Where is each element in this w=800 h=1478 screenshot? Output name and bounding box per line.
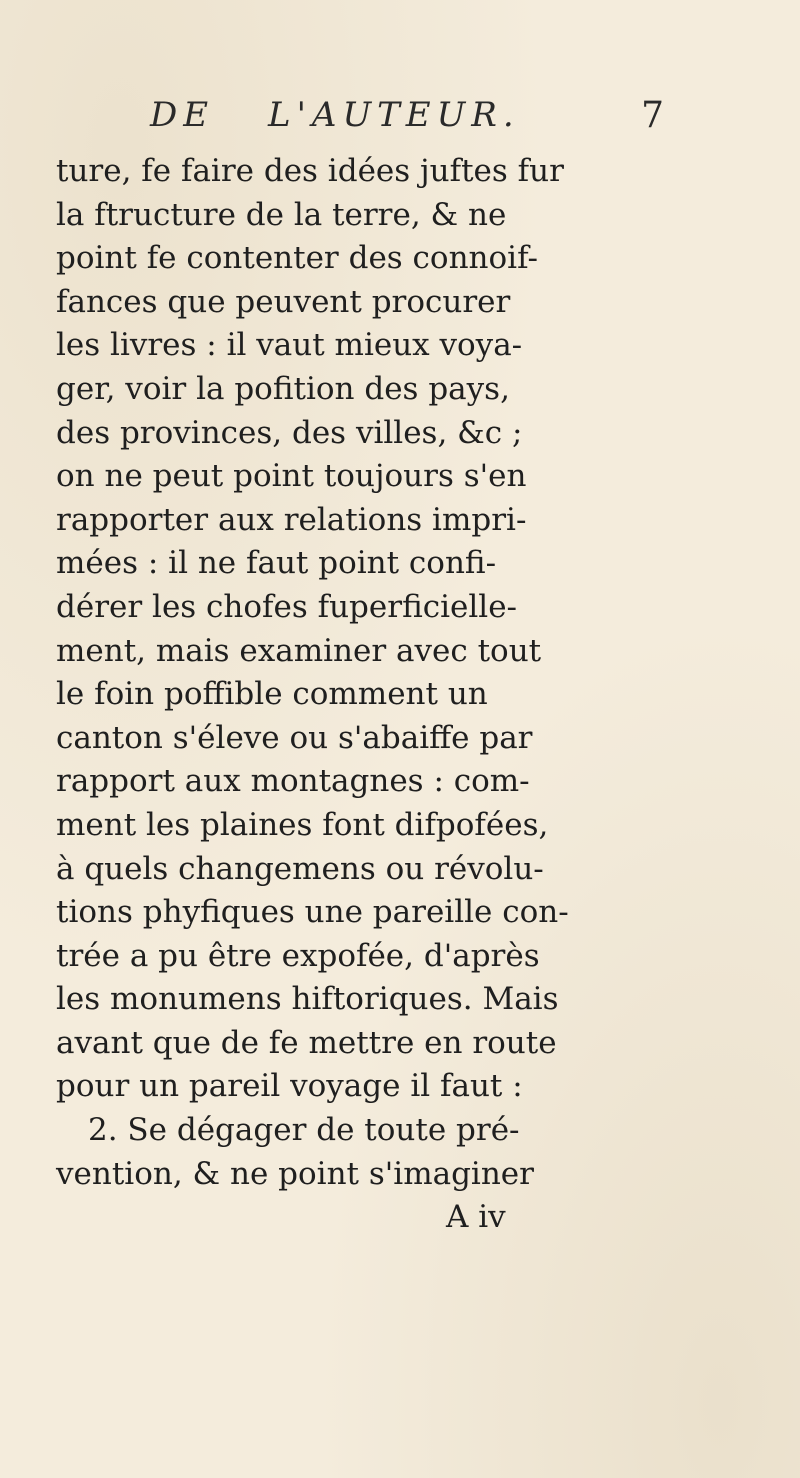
text-line: trée a pu être expofée, d'après — [56, 937, 540, 974]
text-line: rapport aux montagnes : com- — [56, 763, 530, 800]
signature-mark: A iv — [446, 1199, 506, 1236]
running-head — [150, 95, 670, 135]
text-line: avant que de fe mettre en route — [56, 1024, 557, 1061]
text-line: mées : il ne faut point confi- — [56, 545, 497, 582]
text-line: 2. Se dégager de toute pré- — [88, 1112, 520, 1149]
text-line: dérer les chofes fuperficielle- — [56, 588, 518, 625]
text-line: le foin poffible comment un — [56, 676, 488, 713]
text-line: rapporter aux relations impri- — [56, 501, 527, 538]
body-text — [56, 150, 716, 1240]
text-line: tions phyfiques une pareille con- — [56, 894, 569, 931]
text-line: canton s'éleve ou s'abaiffe par — [56, 719, 533, 756]
text-line: les monumens hiftoriques. Mais — [56, 981, 559, 1018]
text-line: ger, voir la pofition des pays, — [56, 370, 510, 407]
text-line: fances que peuvent procurer — [56, 283, 511, 320]
text-line: ture, fe faire des idées juftes fur — [56, 153, 564, 189]
text-line: ment les plaines font difpofées, — [56, 806, 549, 843]
text-line: la ftructure de la terre, & ne — [56, 196, 507, 233]
text-line: point fe contenter des connoif- — [56, 240, 538, 277]
running-head-auteur: L'AUTEUR. — [268, 95, 520, 135]
text-line: ment, mais examiner avec tout — [56, 632, 542, 669]
text-line: à quels changemens ou révolu- — [56, 850, 544, 887]
running-head-de: DE — [150, 95, 215, 135]
page-number: 7 — [641, 95, 670, 136]
text-line: pour un pareil voyage il faut : — [56, 1068, 523, 1105]
text-line: on ne peut point toujours s'en — [56, 458, 527, 495]
text-line: des provinces, des villes, &c ; — [56, 414, 523, 451]
text-line: vention, & ne point s'imaginer — [56, 1155, 534, 1192]
text-line: les livres : il vaut mieux voya- — [56, 327, 523, 364]
